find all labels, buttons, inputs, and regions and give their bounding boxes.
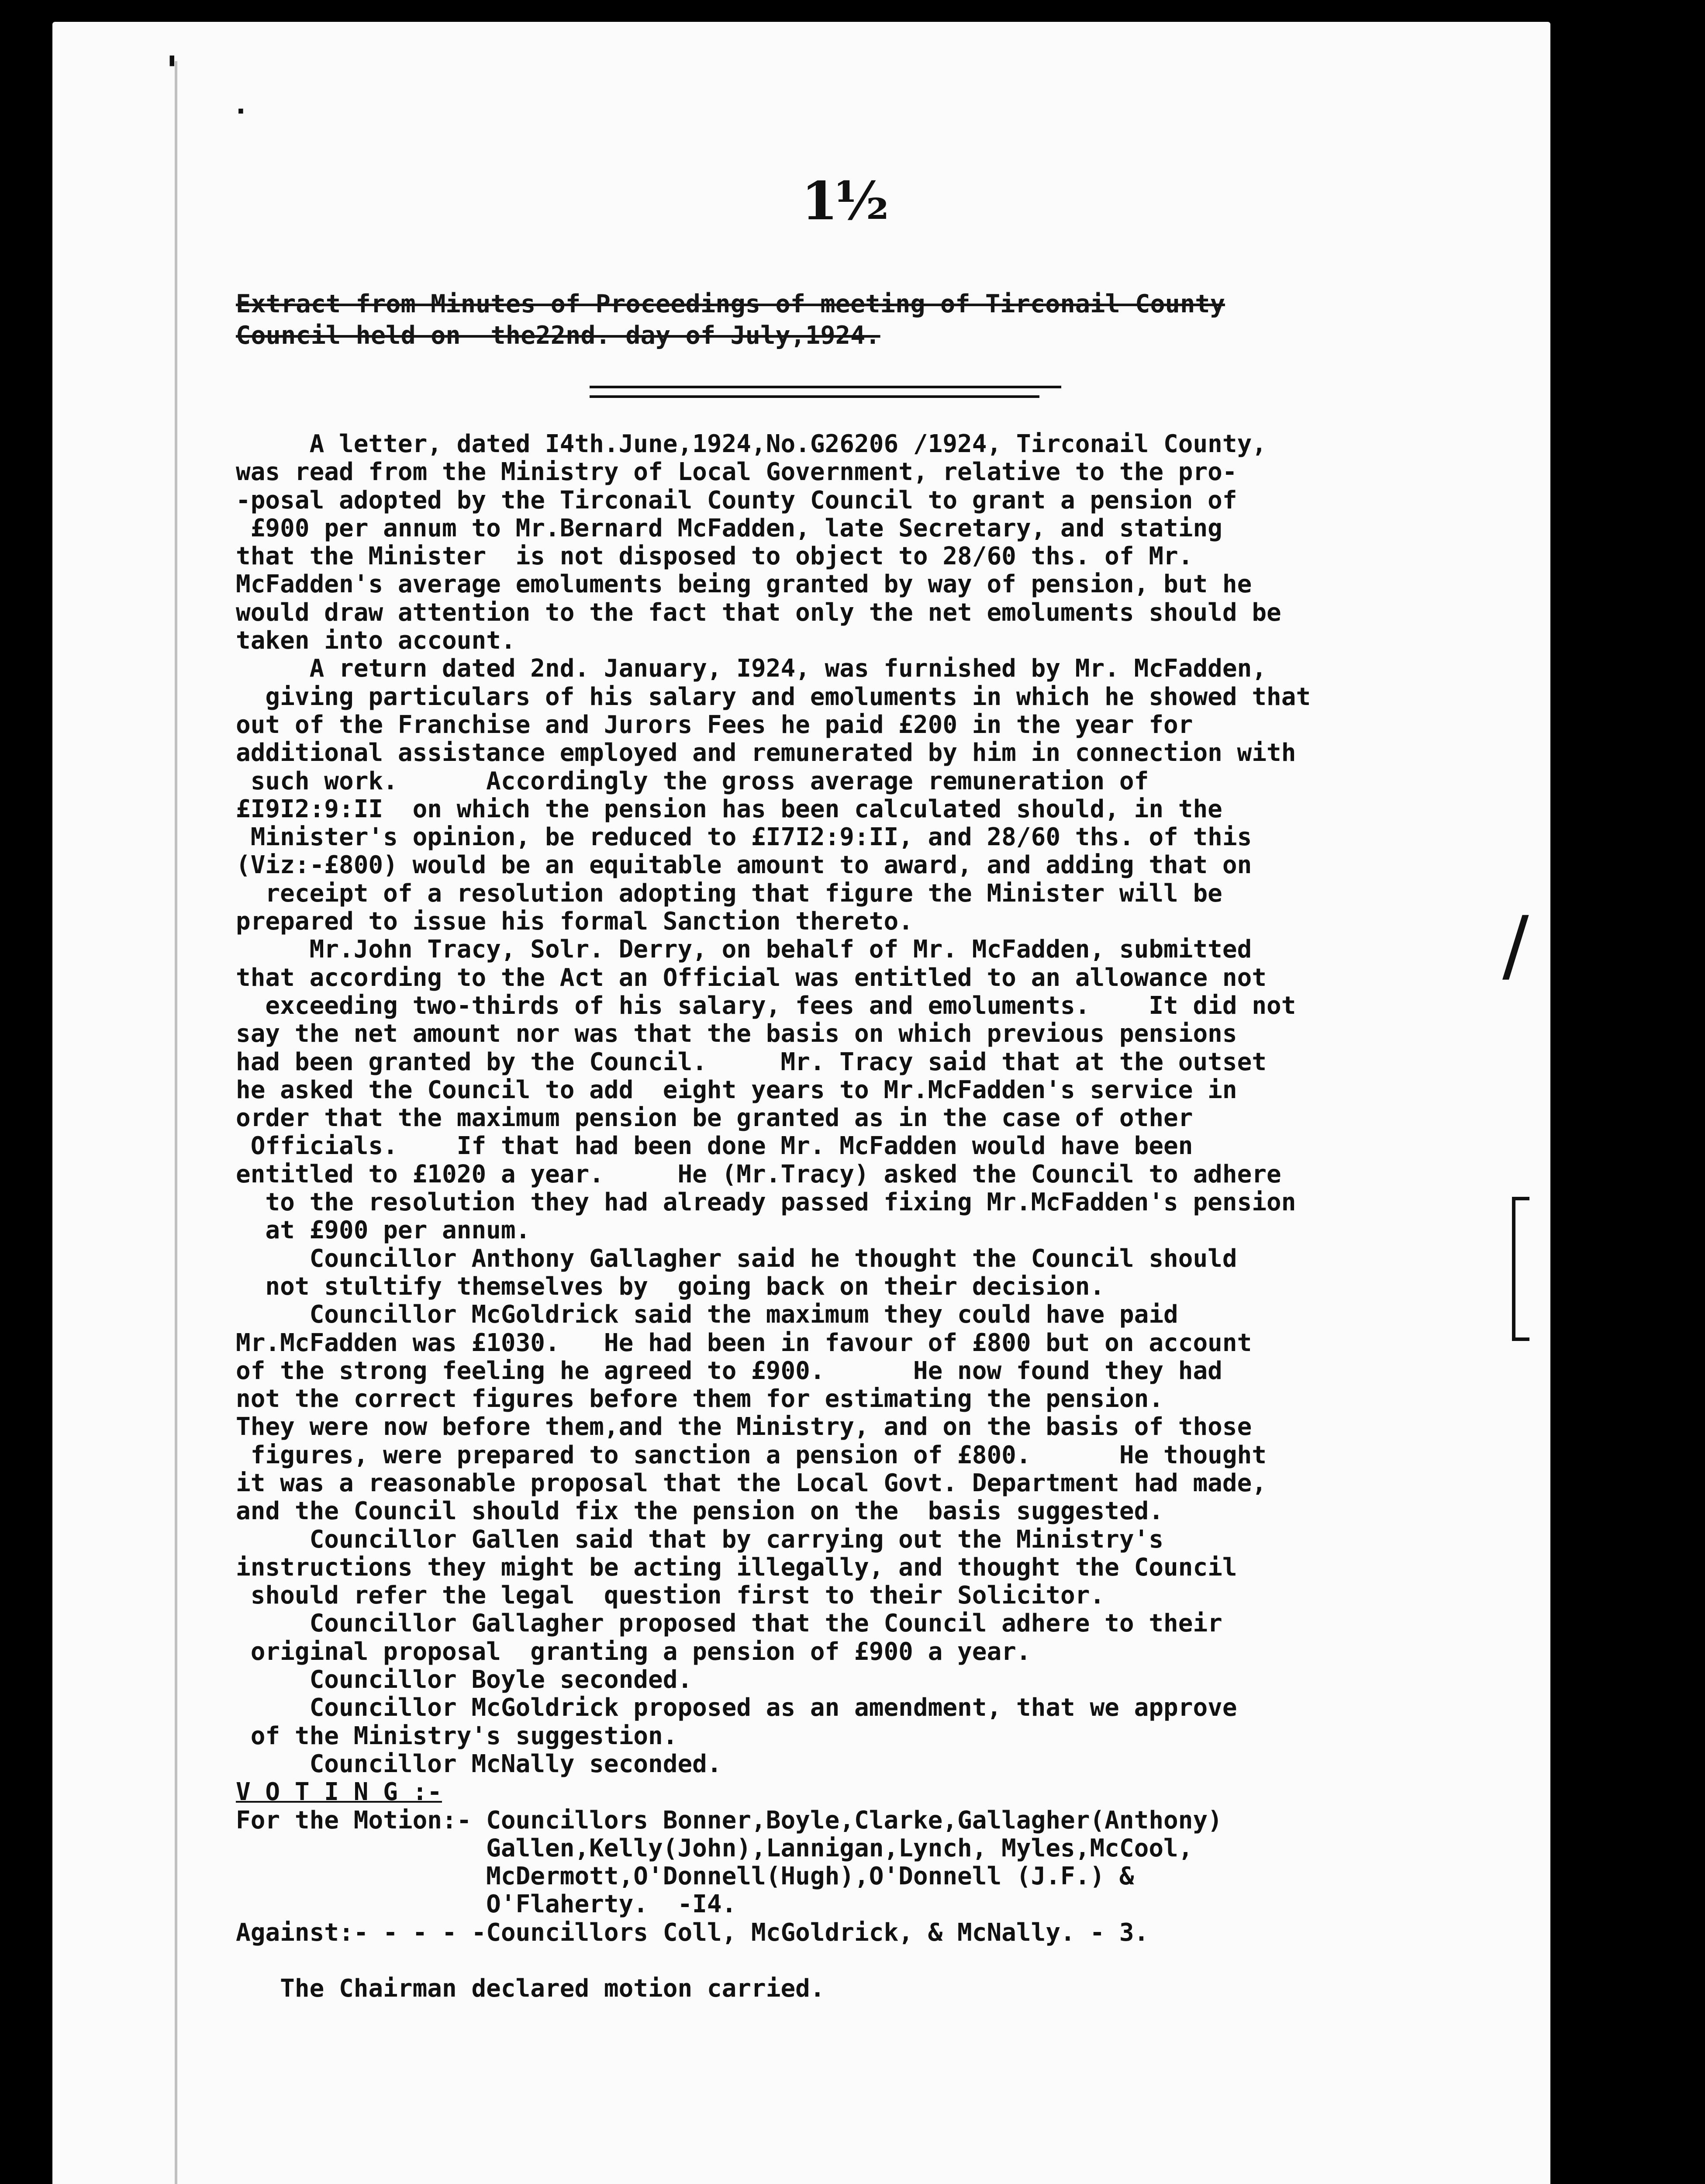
- text-line: figures, were prepared to sanction a pension of £800. He thought: [236, 1441, 1267, 1469]
- text-line: not the correct figures before them for estimating the pension.: [236, 1385, 1164, 1413]
- text-line: exceeding two-thirds of his salary, fees and emoluments. It did not: [236, 991, 1296, 1020]
- header-rule: [590, 395, 1039, 398]
- text-line: and the Council should fix the pension on the basis suggested.: [236, 1497, 1164, 1526]
- text-line: order that the maximum pension be granted as in the case of other: [236, 1104, 1193, 1133]
- text-line: additional assistance employed and remunerated by him in connection with: [236, 739, 1296, 767]
- text-line: that the Minister is not disposed to object to 28/60 ths. of Mr.: [236, 542, 1193, 571]
- text-line: Councillor Gallen said that by carrying out the Ministry's: [236, 1525, 1164, 1554]
- margin-bracket-mark: [1512, 1197, 1515, 1341]
- text-line: giving particulars of his salary and emoluments in which he showed that: [236, 682, 1311, 711]
- text-line: The Chairman declared motion carried.: [236, 1974, 825, 2003]
- header-rule: [590, 386, 1061, 388]
- text-line: should refer the legal question first to their Solicitor.: [236, 1581, 1105, 1610]
- text-line: Councillor McGoldrick proposed as an amendment, that we approve: [236, 1693, 1237, 1722]
- text-line: Councillor Gallagher proposed that the Council adhere to their: [236, 1609, 1222, 1638]
- text-line: (Viz:-£800) would be an equitable amount to award, and adding that on: [236, 851, 1252, 880]
- scan-mark: ': [166, 48, 178, 94]
- text-line: not stultify themselves by going back on their decision.: [236, 1272, 1105, 1301]
- text-line: Officials. If that had been done Mr. McFadden would have been: [236, 1132, 1193, 1161]
- text-line: Councillor Boyle seconded.: [236, 1666, 693, 1694]
- text-line: was read from the Ministry of Local Government, relative to the pro-: [236, 458, 1237, 487]
- margin-bracket-mark: [1512, 1197, 1529, 1200]
- text-line: had been granted by the Council. Mr. Tracy said that at the outset: [236, 1047, 1267, 1076]
- text-line: taken into account.: [236, 626, 516, 655]
- text-line: would draw attention to the fact that only the net emoluments should be: [236, 598, 1281, 627]
- text-line: such work. Accordingly the gross average remuneration of: [236, 767, 1149, 795]
- text-line: at £900 per annum.: [236, 1216, 531, 1245]
- text-line: Mr.McFadden was £1030. He had been in favour of £800 but on account: [236, 1328, 1252, 1357]
- text-line: McDermott,O'Donnell(Hugh),O'Donnell (J.F.) &: [236, 1862, 1134, 1891]
- margin-bracket-mark: [1512, 1337, 1529, 1341]
- text-line: to the resolution they had already passed fixing Mr.McFadden's pension: [236, 1188, 1296, 1217]
- text-line: of the Ministry's suggestion.: [236, 1721, 678, 1750]
- text-line: For the Motion:- Councillors Bonner,Boyle,Clarke,Gallagher(Anthony): [236, 1806, 1222, 1835]
- scan-edge-line: [175, 61, 177, 2184]
- text-line: [236, 1947, 1515, 1975]
- text-line: £I9I2:9:II on which the pension has been calculated should, in the: [236, 795, 1222, 823]
- text-line: They were now before them,and the Ministry, and on the basis of those: [236, 1413, 1252, 1441]
- struck-header-line: Extract from Minutes of Proceedings of meeting of Tirconail County: [236, 290, 1225, 318]
- text-line: A return dated 2nd. January, I924, was furnished by Mr. McFadden,: [236, 654, 1267, 683]
- struck-header: [236, 288, 1502, 351]
- text-line: A letter, dated I4th.June,1924,No.G26206 /1924, Tirconail County,: [236, 430, 1267, 458]
- text-line: it was a reasonable proposal that the Local Govt. Department had made,: [236, 1469, 1267, 1497]
- minutes-text: [236, 430, 1515, 2003]
- text-line: of the strong feeling he agreed to £900. He now found they had: [236, 1356, 1222, 1385]
- text-line: Minister's opinion, be reduced to £I7I2:9:II, and 28/60 ths. of this: [236, 823, 1252, 852]
- text-line: out of the Franchise and Jurors Fees he paid £200 in the year for: [236, 710, 1193, 739]
- text-line: O'Flaherty. -I4.: [236, 1890, 737, 1919]
- text-line: Against:- - - - -Councillors Coll, McGoldrick, & McNally. - 3.: [236, 1918, 1149, 1947]
- text-line: say the net amount nor was that the basis on which previous pensions: [236, 1019, 1237, 1048]
- text-line: original proposal granting a pension of £900 a year.: [236, 1637, 1031, 1666]
- text-line: McFadden's average emoluments being granted by way of pension, but he: [236, 570, 1252, 599]
- text-line: Councillor Anthony Gallagher said he thought the Council should: [236, 1244, 1237, 1273]
- text-line: Councillor McNally seconded.: [236, 1749, 722, 1778]
- scan-mark: ·: [236, 96, 246, 127]
- margin-bracket-mark: /: [1502, 900, 1529, 991]
- text-line: he asked the Council to add eight years to Mr.McFadden's service in: [236, 1075, 1237, 1104]
- text-line: Councillor McGoldrick said the maximum they could have paid: [236, 1300, 1178, 1329]
- text-line: Mr.John Tracy, Solr. Derry, on behalf of Mr. McFadden, submitted: [236, 935, 1252, 964]
- text-line: instructions they might be acting illegally, and thought the Council: [236, 1553, 1237, 1582]
- text-line: Gallen,Kelly(John),Lannigan,Lynch, Myles,McCool,: [236, 1834, 1193, 1863]
- text-line: that according to the Act an Official was entitled to an allowance not: [236, 963, 1267, 992]
- text-line: £900 per annum to Mr.Bernard McFadden, late Secretary, and stating: [236, 514, 1222, 543]
- page-number: 1½: [801, 170, 886, 232]
- text-line: entitled to £1020 a year. He (Mr.Tracy) asked the Council to adhere: [236, 1160, 1281, 1189]
- text-line: -posal adopted by the Tirconail County Council to grant a pension of: [236, 486, 1237, 515]
- text-line: prepared to issue his formal Sanction thereto.: [236, 907, 913, 936]
- struck-header-line: Council held on the22nd. day of July,1924.: [236, 321, 880, 350]
- text-line: receipt of a resolution adopting that figure the Minister will be: [236, 879, 1222, 908]
- voting-heading: V O T I N G :-: [236, 1778, 442, 1807]
